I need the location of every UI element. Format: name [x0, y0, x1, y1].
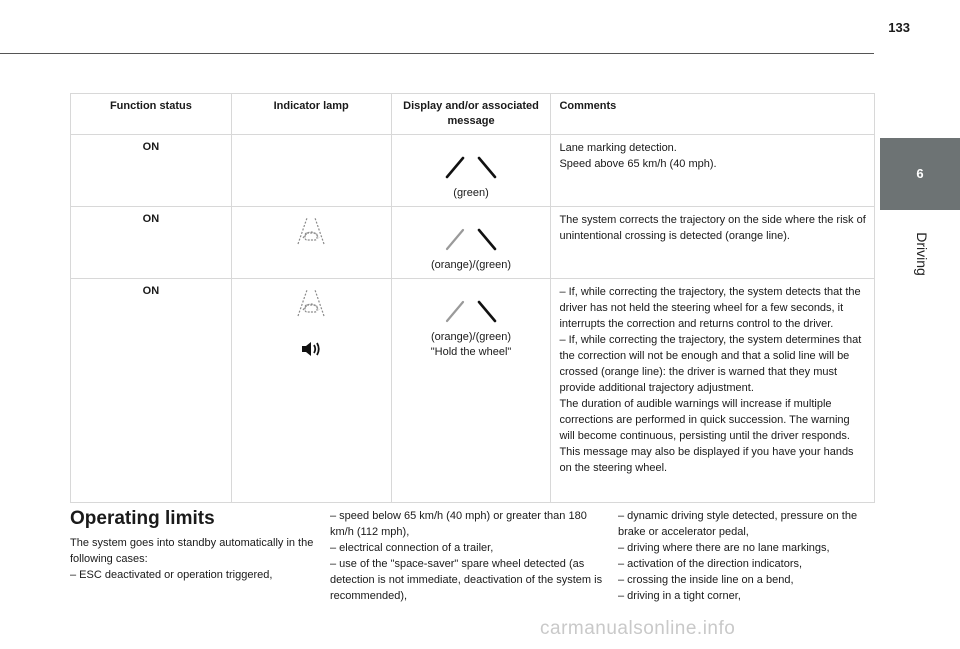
- list-item: – driving where there are no lane markings,: [618, 542, 830, 554]
- list-item: – use of the "space-saver" spare wheel detected (as detection is not immediate, deactivation of the system is recommended),: [330, 558, 603, 602]
- comments-cell: [551, 279, 875, 503]
- lane-lines-icon: [441, 226, 501, 252]
- list-item: – dynamic driving style detected, pressure on the brake or accelerator pedal,: [618, 510, 858, 538]
- display-caption: (green): [453, 187, 489, 199]
- lane-keeping-assist-lamp-icon: [294, 216, 328, 246]
- table-row: [71, 279, 875, 503]
- comments-cell: [551, 207, 875, 279]
- lane-lines-icon: [441, 154, 501, 180]
- operating-limits-column-1: [70, 535, 325, 583]
- list-item: – speed below 65 km/h (40 mph) or greater than 180 km/h (112 mph),: [330, 510, 587, 538]
- function-status-cell: ON: [71, 207, 232, 279]
- header-rule: [0, 53, 874, 54]
- list-item: – ESC deactivated or operation triggered,: [70, 569, 273, 581]
- list-item: – crossing the inside line on a bend,: [618, 574, 794, 586]
- header-comments: Comments: [551, 94, 875, 135]
- paragraph: The system goes into standby automatically in the following cases:: [70, 537, 314, 565]
- indicator-lamp-cell: [231, 279, 391, 503]
- comment-line: The duration of audible warnings will increase if multiple corrections are performed in quick succession. The warning will become continuous, persisting until the driver responds.: [559, 398, 850, 442]
- audible-warning-icon: [300, 340, 322, 358]
- list-item: – electrical connection of a trailer,: [330, 542, 494, 554]
- indicator-lamp-cell: [231, 207, 391, 279]
- header-display-message: Display and/or associated message: [391, 94, 551, 135]
- display-cell: [391, 207, 551, 279]
- indicator-lamp-cell: [231, 135, 391, 207]
- list-item: – activation of the direction indicators,: [618, 558, 803, 570]
- display-message: "Hold the wheel": [430, 346, 512, 358]
- page-number: 133: [888, 20, 910, 35]
- table-row: [71, 207, 875, 279]
- comment-line: This message may also be displayed if you have your hands on the steering wheel.: [559, 446, 854, 474]
- table-header-row: [71, 94, 875, 135]
- watermark: carmanualsonline.info: [540, 618, 736, 639]
- lane-lines-icon: [441, 298, 501, 324]
- operating-limits-column-3: [618, 508, 873, 604]
- comment-line: The system corrects the trajectory on the side where the risk of unintentional crossing is detected (orange line).: [559, 214, 866, 242]
- display-caption: (orange)/(green): [430, 331, 512, 343]
- header-function-status: Function status: [71, 94, 232, 135]
- function-status-cell: ON: [71, 279, 232, 503]
- display-cell: [391, 279, 551, 503]
- display-caption: (orange)/(green): [430, 259, 512, 271]
- function-status-cell: ON: [71, 135, 232, 207]
- chapter-label: Driving: [914, 232, 930, 276]
- table-row: [71, 135, 875, 207]
- function-status-table: [70, 93, 875, 503]
- header-indicator-lamp: Indicator lamp: [231, 94, 391, 135]
- comment-line: – If, while correcting the trajectory, the system detects that the driver has not held the steering wheel for a few seconds, it interrupts the correction and returns control to the driver.: [559, 286, 861, 330]
- list-item: – driving in a tight corner,: [618, 590, 741, 602]
- display-cell: [391, 135, 551, 207]
- comment-line: Lane marking detection.: [559, 142, 677, 154]
- comments-cell: [551, 135, 875, 207]
- comment-line: Speed above 65 km/h (40 mph).: [559, 158, 717, 170]
- comment-line: – If, while correcting the trajectory, the system determines that the correction will not be enough and that a solid line will be crossed (orange line): the driver is warned that they must provide additional trajectory adjustment.: [559, 334, 862, 394]
- chapter-tab[interactable]: 6: [880, 138, 960, 210]
- lane-keeping-assist-lamp-icon: [294, 288, 328, 318]
- section-title: Operating limits: [70, 508, 215, 529]
- operating-limits-column-2: [330, 508, 605, 604]
